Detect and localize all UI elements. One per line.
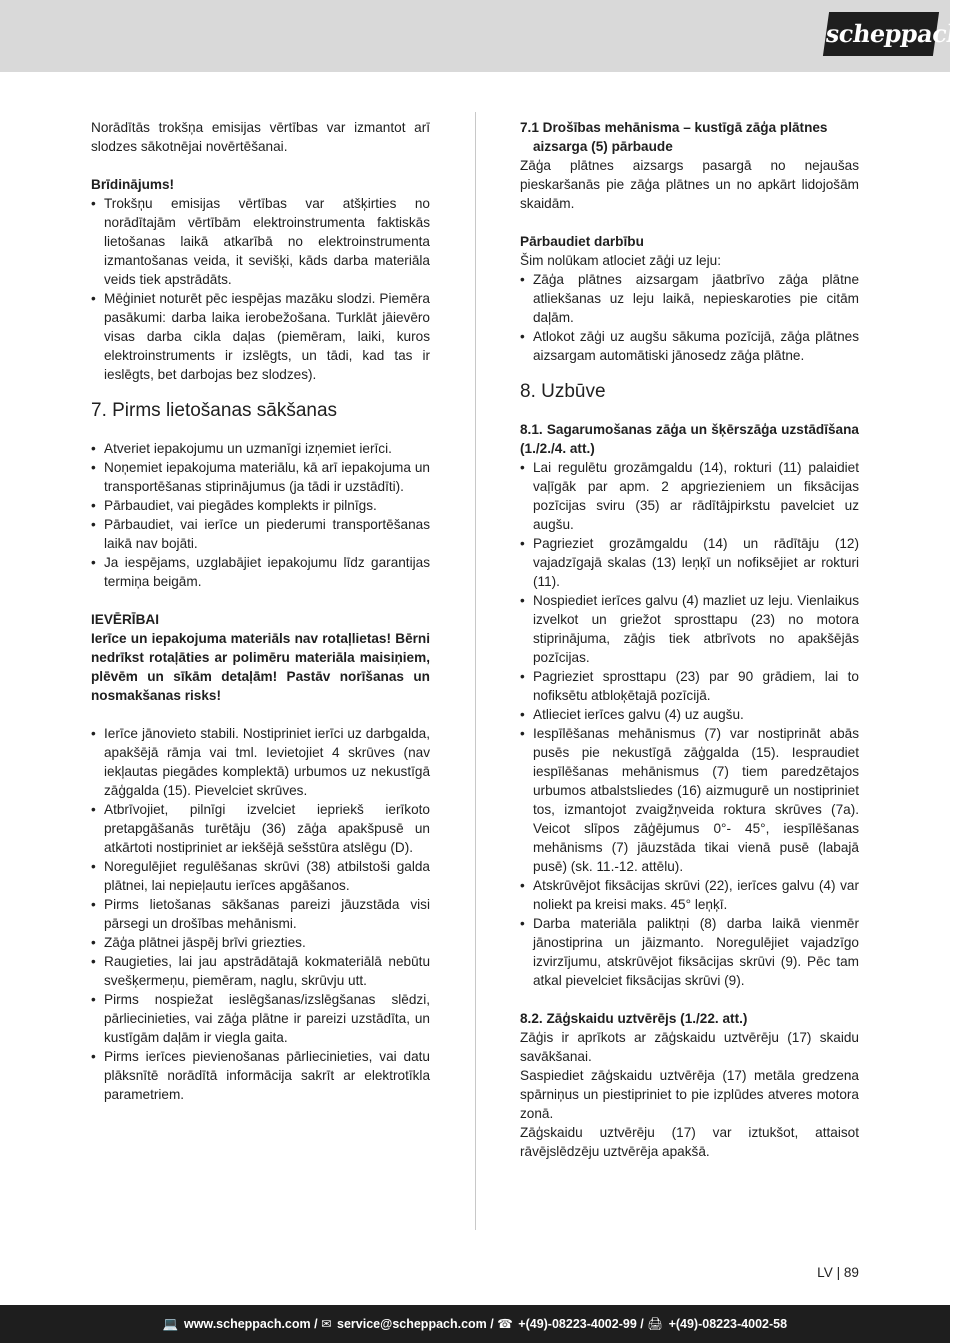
mail-icon: ✉: [321, 1317, 332, 1331]
section-8-2-text: Saspiediet zāģskaidu uztvērēja (17) metāla gredzena spārniņus un piestipriniet to pie izplūdes atveres motora zonā.: [520, 1068, 859, 1121]
list-item: • Pagrieziet sprosttapu (23) par 90 grādiem, lai to nofiksētu atbloķētajā pozīcijā.: [520, 667, 859, 705]
phone-number: +(49)-08223-4002-99: [518, 1317, 637, 1331]
fax-number: +(49)-08223-4002-58: [668, 1317, 788, 1331]
section-8-2-text: Zāģis ir aprīkots ar zāģskaidu uztvērēju (17) skaidu savākšanai.: [520, 1030, 859, 1064]
section-8-2-text: Zāģskaidu uztvērēju (17) var iztukšot, attaisot rāvējslēdzēju uztvērēja apakšā.: [520, 1125, 859, 1159]
check-intro: Šim nolūkam atlociet zāģi uz leju:: [520, 253, 721, 268]
list-item: • Pagrieziet grozāmgaldu (14) un rādītāju (12) vajadzīgajā skalas (13) leņķī un nofiksējiet ar rokturi (11).: [520, 534, 859, 591]
computer-icon: 💻: [162, 1317, 179, 1331]
section-8-1-list: [520, 458, 859, 990]
list-item: • Atlokot zāģi uz augšu sākuma pozīcijā, zāģa plātnes aizsargam automātiski jānosedz zāģa plātne.: [520, 327, 859, 365]
list-item: • Mēģiniet noturēt pēc iespējas mazāku slodzi. Piemēra pasākumi: darba laika ierobežošana. Turklāt jāievēro visas darba cikla daļas (piemēram, laiki, kuros elektroinstruments ir izslēgts, un tādi, kad tas ir ieslēgts, bet darbojas bez slodzes).: [91, 289, 430, 384]
page-number: LV | 89: [817, 1265, 859, 1280]
list-item: • Atveriet iepakojumu un uzmanīgi izņemiet ierīci.: [91, 439, 430, 458]
list-item: • Atlieciet ierīces galvu (4) uz augšu.: [520, 705, 859, 724]
warning-list: [91, 194, 430, 384]
list-item: • Pirms ierīces pievienošanas pārliecinieties, vai datu plāksnītē norādītā informācija sakrīt ar elektrotīkla parametriem.: [91, 1047, 430, 1104]
list-item: • Atbrīvojiet, pilnīgi izvelciet iepriekš ierīkoto pretapgāšanās turētāju (36) zāģa apakšpusē un atkārtoti nostipriniet ar iekšējā sešstūra atslēgu (D).: [91, 800, 430, 857]
section-8-1-heading: 8.1. Sagarumošanas zāģa un šķērszāģa uzstādīšana (1./2./4. att.): [520, 422, 859, 456]
list-item: • Noregulējiet regulēšanas skrūvi (38) atbilstoši galda plātnei, lai nepieļautu ierīces apgāšanos.: [91, 857, 430, 895]
list-item: • Pirms nospiežat ieslēgšanas/izslēgšanas slēdzi, pārliecinieties, vai zāģa plātne ir pareizi uzstādīta, un kustīgām daļām ir viegla gaita.: [91, 990, 430, 1047]
list-item: • Pārbaudiet, vai ierīce un piederumi transportēšanas laikā nav bojāti.: [91, 515, 430, 553]
website-link[interactable]: www.scheppach.com: [183, 1317, 311, 1331]
section-8-2-heading: 8.2. Zāģskaidu uztvērējs (1./22. att.): [520, 1011, 748, 1026]
list-item: • Pārbaudiet, vai piegādes komplekts ir pilnīgs.: [91, 496, 430, 515]
left-column: [91, 118, 430, 1104]
section-7-1-text: Zāģa plātnes aizsargs pasargā no nejaušas pieskaršanās pie zāģa plātnes un no apkārt lidojošām skaidām.: [520, 158, 859, 211]
list-item: • Pirms lietošanas sākšanas pareizi jāuzstāda visi pārsegi un drošības mehānismi.: [91, 895, 430, 933]
list-item: • Nospiediet ierīces galvu (4) mazliet uz leju. Vienlaikus izvelkot un griežot sprosttapu (23) no motora stiprinājuma, zāģis tiek atbrīvots no apakšējās pozīcijas.: [520, 591, 859, 667]
list-item: • Raugieties, lai jau apstrādātajā kokmateriālā nebūtu svešķermeņu, piemēram, naglu, skrūvju utt.: [91, 952, 430, 990]
right-column: [520, 118, 859, 1161]
warning-title: Brīdinājums!: [91, 177, 175, 192]
list-item: • Zāģa plātnes aizsargam jāatbrīvo zāģa plātne atliekšanas uz leju laikā, nepieskaroties pie citām daļām.: [520, 270, 859, 327]
list-item: • Trokšņu emisijas vērtības var atšķirties no norādītajām vērtībām elektroinstrumenta faktiskās lietošanas laikā atkarībā no elektroinstrumenta izmantošanas veida, it sevišķi, kāds darba materiāla veids tiek apstrādāts.: [91, 194, 430, 289]
list-item: • Zāģa plātnei jāspēj brīvi griezties.: [91, 933, 430, 952]
phone-icon: ☎: [497, 1317, 513, 1331]
footer-contact-bar: 💻 www.scheppach.com / ✉ service@scheppach.com / ☎ +(49)-08223-4002-99 / 🖨 +(49)-08223-4002-58: [0, 1305, 950, 1343]
header-band: [0, 0, 966, 72]
check-title: Pārbaudiet darbību: [520, 234, 644, 249]
list-item: • Ierīce jānovieto stabili. Nostipriniet ierīci uz darbgalda, apakšējā rāmja vai tml. Ievietojiet 4 skrūves (nav iekļautas piegādes komplektā) urbumos uz nekustīgā zāģgalda (15). Pievelciet skrūves.: [91, 724, 430, 800]
column-divider: [475, 112, 476, 1230]
section-7-1-heading-cont: aizsarga (5) pārbaude: [533, 139, 673, 154]
fax-icon: 🖨: [647, 1317, 664, 1331]
section-7-heading: 7. Pirms lietošanas sākšanas: [91, 400, 338, 421]
section-8-heading: 8. Uzbūve: [520, 381, 606, 402]
scheppach-logo: scheppach: [823, 12, 939, 56]
list-item: • Atskrūvējot fiksācijas skrūvi (22), ierīces galvu (4) var noliekt pa kreisi maks. 45° leņķī.: [520, 876, 859, 914]
attention-title: IEVĒRĪBAI: [91, 612, 159, 627]
attention-text: Ierīce un iepakojuma materiāls nav rotaļlietas! Bērni nedrīkst rotaļāties ar polimēru materiāla maisiņiem, plēvēm un sīkām detaļām! Pastāv norīšanas un nosmakšanas risks!: [91, 631, 430, 703]
list-item: • Noņemiet iepakojuma materiālu, kā arī iepakojuma un transportēšanas stiprinājumus (ja tādi ir uzstādīti).: [91, 458, 430, 496]
email-link[interactable]: service@scheppach.com: [337, 1317, 487, 1331]
list-item: • Darba materiāla paliktņi (8) darba laikā vienmēr jānostiprina un jāizmanto. Noregulējiet vajadzīgo izvirzījumu, atskrūvējot fiksācijas skrūvi (9). Pēc tam atkal pievelciet fiksācijas skrūvi (9).: [520, 914, 859, 990]
intro-text: Norādītās trokšņa emisijas vērtības var izmantot arī slodzes sākotnējai novērtēšanai.: [91, 120, 430, 154]
setup-list: [91, 724, 430, 1104]
list-item: • Iespīlēšanas mehānismus (7) var nostiprināt abās pusēs pie nekustīgā zāģgalda (15). Iespraudiet iespīlēšanas mehānismus (7) tiem paredzētajos urbumos atbalstsliedes (16) aizmugurē un nostipriniet tos, izmantojot zvaigžņveida roktura skrūves (7a). Veicot slīpos zāģējumus 0°- 45°, iespīlēšanas mehānisms (7) jāuzstāda tikai vienā pusē (labajā pusē) (sk. 11.-12. attēlu).: [520, 724, 859, 876]
section-7-1-heading: 7.1 Drošības mehānisma – kustīgā zāģa plātnes: [520, 120, 828, 135]
section-7-list: [91, 439, 430, 591]
list-item: • Ja iespējams, uzglabājiet iepakojumu līdz garantijas termiņa beigām.: [91, 553, 430, 591]
list-item: • Lai regulētu grozāmgaldu (14), rokturi (11) palaidiet vaļīgāk par apm. 2 apgriezieniem un fiksācijas pozīcijas sviru (35) ar rādītājpirkstu pavelciet uz augšu.: [520, 458, 859, 534]
check-list: [520, 270, 859, 365]
